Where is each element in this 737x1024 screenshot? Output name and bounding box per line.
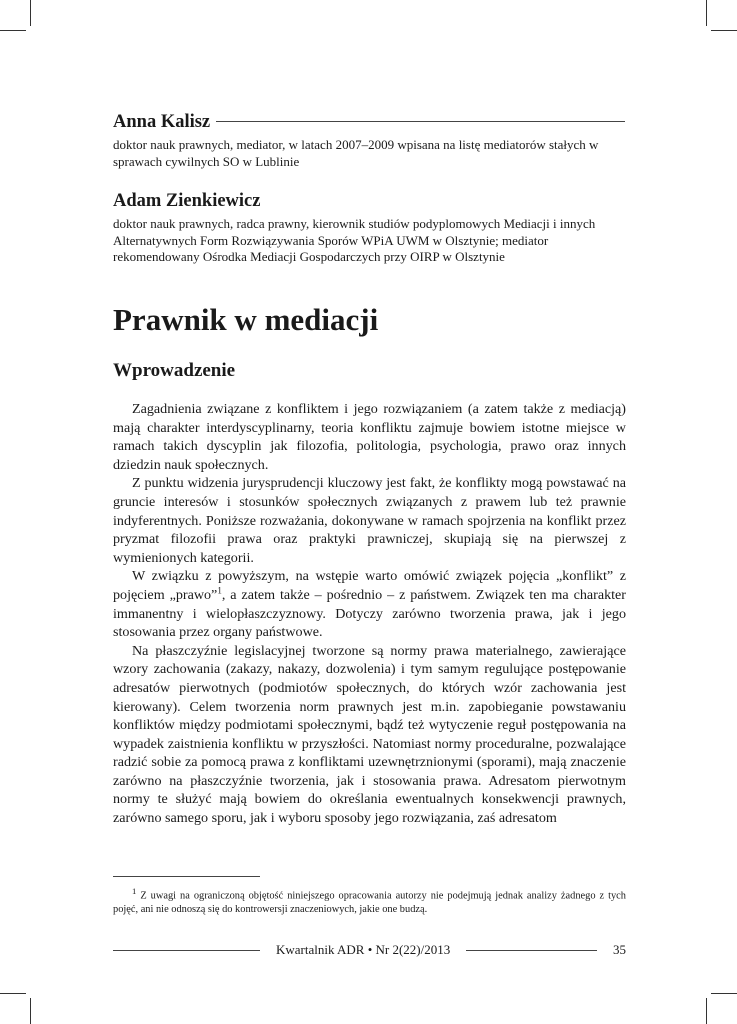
crop-mark	[30, 998, 31, 1024]
author-name: Adam Zienkiewicz	[113, 191, 261, 211]
paragraph-text: W związku z powyższym, na wstępie warto omówić związek pojęcia „konflikt” z pojęciem „prawo”	[113, 568, 626, 603]
footnote-text: Z uwagi na ograniczoną objętość niniejszego opracowania autorzy nie podejmują jednak analizy żadnego z tych pojęć, ani nie odnoszą się do kontrowersji znaczeniowych, jakie one budzą.	[113, 890, 626, 916]
author-description: doktor nauk prawnych, mediator, w latach 2007–2009 wpisana na listę mediatorów stałych w sprawach cywilnych SO w Lublinie	[113, 137, 599, 169]
page-footer	[113, 942, 626, 958]
section-heading: Wprowadzenie	[113, 360, 236, 381]
page-number: 35	[613, 942, 626, 957]
article-body	[113, 400, 626, 828]
paragraph: Zagadnienia związane z konfliktem i jego rozwiązaniem (a zatem także z mediacją) mają charakter interdyscyplinarny, teoria konfliktu zajmuje bowiem istotne miejsce w ramach takich dyscyplin jak filozofia, politologia, psychologia, prawo oraz innych dziedzin nauk społecznych.	[113, 401, 626, 473]
article-title: Prawnik w mediacji	[113, 302, 379, 337]
author-name: Anna Kalisz	[113, 112, 211, 132]
author-heading	[113, 191, 625, 212]
crop-mark	[706, 0, 707, 26]
crop-mark	[711, 993, 737, 994]
crop-mark	[711, 30, 737, 31]
crop-mark	[0, 993, 26, 994]
crop-mark	[706, 998, 707, 1024]
author-block	[113, 191, 625, 266]
author-description: doktor nauk prawnych, radca prawny, kierownik studiów podyplomowych Mediacji i innych Alternatywnych Form Rozwiązywania Sporów WPiA UWM w Olsztynie; mediator rekomendowany Ośrodka Mediacji Gospodarczych przy OIRP w Olsztynie	[113, 216, 596, 264]
footer-rule	[113, 950, 260, 951]
footnote-marker: 1	[132, 886, 137, 896]
paragraph	[113, 567, 626, 641]
crop-mark	[0, 30, 26, 31]
journal-name: Kwartalnik ADR • Nr 2(22)/2013	[276, 942, 451, 957]
footnote-paragraph	[113, 884, 626, 917]
crop-mark	[30, 0, 31, 26]
author-block	[113, 112, 625, 170]
footnote	[113, 884, 626, 917]
footer-rule	[466, 950, 597, 951]
author-heading	[113, 112, 625, 133]
paragraph: Z punktu widzenia jurysprudencji kluczowy jest fakt, że konflikty mogą powstawać na gruncie interesów i stosunków społecznych związanych z prawem lub też prawnie indyferentnych. Poniższe rozważania, dokonywane w ramach spojrzenia na konflikt przez pryzmat filozofii prawa oraz praktyki prawniczej, skupiają się na pierwszej z wymienionych kategorii.	[113, 475, 626, 566]
footnote-reference: 1	[217, 585, 222, 596]
footnote-rule	[113, 876, 260, 877]
paragraph-text: , a zatem także – pośrednio – z państwem. Związek ten ma charakter immanentny i wielopłaszczyznowy. Dotyczy zarówno tworzenia prawa, jak i jego stosowania przez organy państwowe.	[113, 586, 626, 641]
author-rule	[216, 121, 625, 122]
paragraph: Na płaszczyźnie legislacyjnej tworzone są normy prawa materialnego, zawierające wzory zachowania (zakazy, nakazy, dozwolenia) i tym samym regulujące postępowanie adresatów pierwotnych (podmiotów społecznych, do których wzór zachowania jest kierowany). Celem tworzenia norm prawnych jest m.in. zapobieganie powstawaniu konfliktów między podmiotami społecznymi, bądź też wytyczenie reguł postępowania na wypadek zaistnienia konfliktu w przyszłości. Natomiast normy proceduralne, pozwalające radzić sobie za pomocą prawa z konfliktami uzewnętrznionymi (sporami), mają znaczenie zarówno na płaszczyźnie tworzenia, jak i stosowania prawa. Adresatom pierwotnym normy te służyć mają bowiem do określania ewentualnych konsekwencji prawnych, zarówno samego sporu, jak i wyboru sposoby jego rozwiązania, zaś adresatom	[113, 642, 626, 827]
